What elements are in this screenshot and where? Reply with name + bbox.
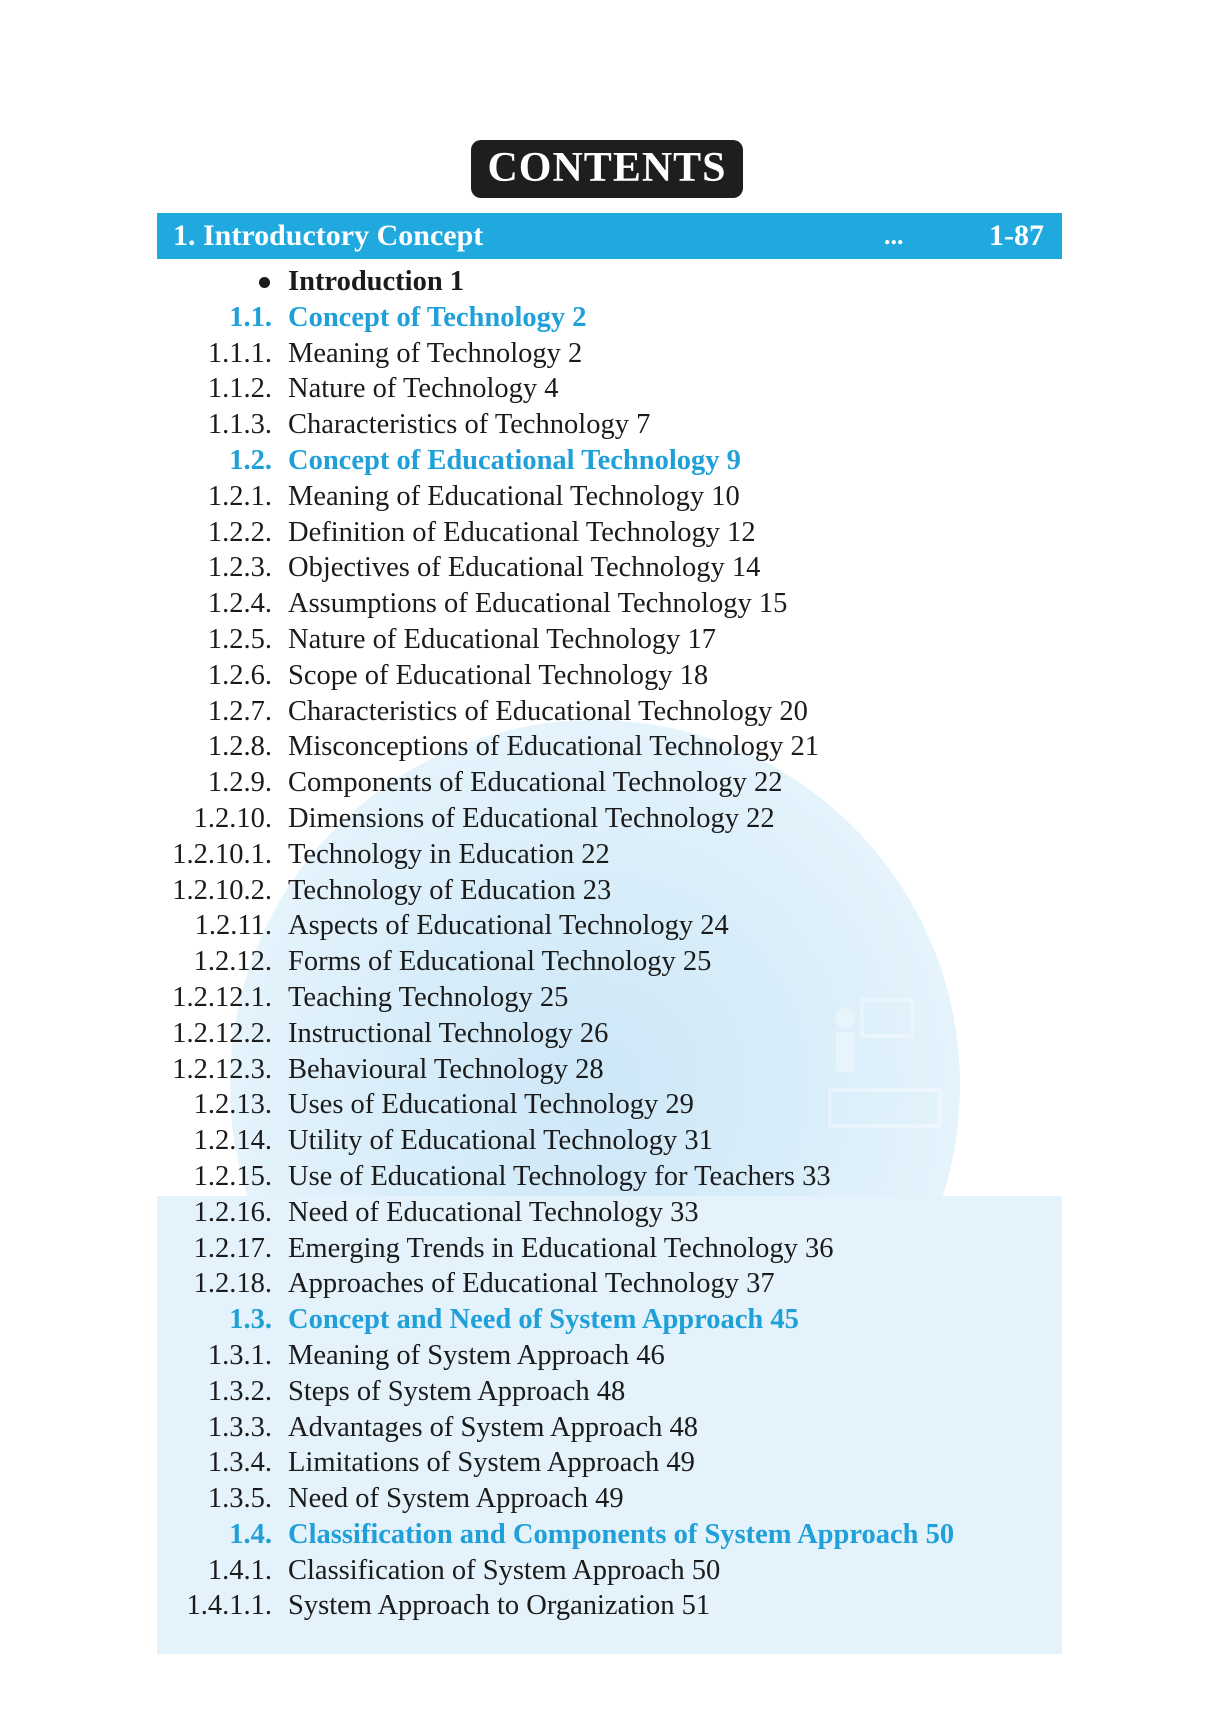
toc-item-row[interactable] — [0, 1410, 1214, 1446]
toc-entry-text: Technology of Education 23 — [288, 874, 612, 906]
toc-entry-text: Forms of Educational Technology 25 — [288, 946, 712, 978]
toc-item-row[interactable] — [0, 515, 1214, 551]
toc-entry-text: Advantages of System Approach 48 — [288, 1411, 699, 1443]
toc-entry-text: Scope of Educational Technology 18 — [288, 659, 709, 691]
toc-entry-number: 1.3.5. — [207, 1483, 272, 1515]
toc-entry-number: 1.2.4. — [207, 588, 272, 620]
toc-item-row[interactable] — [0, 1052, 1214, 1088]
toc-item-row[interactable] — [0, 1087, 1214, 1123]
toc-section-row[interactable] — [0, 443, 1214, 479]
toc-entry-text: Objectives of Educational Technology 14 — [288, 552, 761, 584]
toc-entry-number: 1.3.1. — [207, 1339, 272, 1371]
toc-entry-number: 1.3. — [229, 1304, 272, 1336]
toc-entry-number: 1.2.8. — [207, 731, 272, 763]
toc-entry-text: Instructional Technology 26 — [288, 1017, 609, 1049]
toc-entry-text: Concept of Technology 2 — [288, 301, 587, 333]
toc-entry-text: Classification and Components of System Approach 50 — [288, 1518, 955, 1550]
toc-entry-text: Technology in Education 22 — [288, 838, 610, 870]
toc-entry-number: 1.2.10.2. — [172, 874, 272, 906]
toc-entry-number: 1.2.6. — [207, 659, 272, 691]
toc-item-row[interactable] — [0, 873, 1214, 909]
toc-item-row[interactable] — [0, 622, 1214, 658]
toc-intro-row[interactable] — [0, 264, 1214, 300]
toc-entry-text: Limitations of System Approach 49 — [288, 1447, 695, 1479]
toc-entry-number: 1.2. — [229, 444, 272, 476]
toc-item-row[interactable] — [0, 479, 1214, 515]
toc-entry-number: 1.1.2. — [207, 373, 272, 405]
chapter-leader-dots: ... — [884, 221, 904, 250]
table-of-contents — [0, 264, 1214, 1624]
toc-entry-number: 1.2.15. — [193, 1160, 272, 1192]
toc-entry-number: 1.4. — [229, 1518, 272, 1550]
toc-entry-number: 1.2.10. — [193, 802, 272, 834]
page-title: CONTENTS — [471, 140, 742, 198]
toc-entry-number: 1.2.12.2. — [172, 1017, 272, 1049]
toc-item-row[interactable] — [0, 658, 1214, 694]
toc-entry-number: 1.2.2. — [207, 516, 272, 548]
toc-entry-number: 1.2.11. — [194, 910, 272, 942]
toc-entry-text: Misconceptions of Educational Technology 21 — [288, 731, 819, 763]
toc-entry-text: Aspects of Educational Technology 24 — [288, 910, 729, 942]
toc-item-row[interactable] — [0, 371, 1214, 407]
toc-item-row[interactable] — [0, 1553, 1214, 1589]
toc-entry-text: Components of Educational Technology 22 — [288, 767, 783, 799]
toc-entry-number: 1.3.4. — [207, 1447, 272, 1479]
toc-entry-number: 1.2.12.1. — [172, 981, 272, 1013]
toc-item-row[interactable] — [0, 1123, 1214, 1159]
toc-entry-number: 1.2.9. — [207, 767, 272, 799]
toc-item-row[interactable] — [0, 1374, 1214, 1410]
toc-entry-text: Uses of Educational Technology 29 — [288, 1089, 694, 1121]
toc-entry-text: Meaning of Educational Technology 10 — [288, 480, 740, 512]
toc-entry-number: 1.1. — [229, 301, 272, 333]
toc-entry-number: 1.2.12. — [193, 946, 272, 978]
toc-entry-text: Concept of Educational Technology 9 — [288, 444, 741, 476]
toc-item-row[interactable] — [0, 1588, 1214, 1624]
toc-entry-text: Approaches of Educational Technology 37 — [288, 1268, 775, 1300]
toc-entry-number: 1.2.5. — [207, 623, 272, 655]
toc-item-row[interactable] — [0, 407, 1214, 443]
toc-entry-text: Use of Educational Technology for Teachers 33 — [288, 1160, 831, 1192]
toc-entry-text: Nature of Educational Technology 17 — [288, 623, 717, 655]
toc-item-row[interactable] — [0, 1338, 1214, 1374]
toc-item-row[interactable] — [0, 550, 1214, 586]
toc-entry-number: 1.2.7. — [207, 695, 272, 727]
toc-entry-number: 1.3.3. — [207, 1411, 272, 1443]
toc-entry-text: Emerging Trends in Educational Technology 36 — [288, 1232, 834, 1264]
toc-entry-text: Introduction 1 — [288, 266, 465, 297]
toc-entry-text: Classification of System Approach 50 — [288, 1554, 721, 1586]
toc-item-row[interactable] — [0, 1445, 1214, 1481]
toc-entry-number: 1.2.10.1. — [172, 838, 272, 870]
toc-entry-number: 1.2.18. — [193, 1268, 272, 1300]
toc-entry-number: 1.2.14. — [193, 1125, 272, 1157]
toc-entry-text: Characteristics of Educational Technology 20 — [288, 695, 808, 727]
toc-item-row[interactable] — [0, 1159, 1214, 1195]
toc-item-row[interactable] — [0, 1231, 1214, 1267]
chapter-title: 1. Introductory Concept — [173, 219, 484, 252]
toc-item-row[interactable] — [0, 1195, 1214, 1231]
toc-item-row[interactable] — [0, 801, 1214, 837]
toc-entry-number: 1.1.3. — [207, 409, 272, 441]
toc-entry-number: 1.2.17. — [193, 1232, 272, 1264]
toc-entry-number: 1.4.1. — [207, 1554, 272, 1586]
toc-entry-number: 1.2.13. — [193, 1089, 272, 1121]
toc-item-row[interactable] — [0, 1266, 1214, 1302]
toc-entry-number: 1.4.1.1. — [186, 1590, 272, 1622]
toc-entry-text: Steps of System Approach 48 — [288, 1375, 626, 1407]
toc-item-row[interactable] — [0, 765, 1214, 801]
bullet-icon — [259, 277, 270, 288]
toc-entry-number: 1.2.12.3. — [172, 1053, 272, 1085]
toc-entry-text: Need of Educational Technology 33 — [288, 1196, 699, 1228]
toc-item-row[interactable] — [0, 980, 1214, 1016]
toc-item-row[interactable] — [0, 944, 1214, 980]
toc-item-row[interactable] — [0, 586, 1214, 622]
toc-entry-text: Characteristics of Technology 7 — [288, 409, 651, 441]
toc-entry-text: Concept and Need of System Approach 45 — [288, 1304, 799, 1336]
toc-item-row[interactable] — [0, 837, 1214, 873]
toc-entry-text: Need of System Approach 49 — [288, 1483, 624, 1515]
toc-entry-text: Behavioural Technology 28 — [288, 1053, 604, 1085]
toc-entry-text: Assumptions of Educational Technology 15 — [288, 588, 788, 620]
toc-entry-number: 1.2.1. — [207, 480, 272, 512]
toc-section-row[interactable] — [0, 1517, 1214, 1553]
toc-entry-number: 1.3.2. — [207, 1375, 272, 1407]
chapter-page-range: 1-87 — [989, 219, 1044, 252]
toc-item-row[interactable] — [0, 908, 1214, 944]
toc-item-row[interactable] — [0, 694, 1214, 730]
toc-entry-text: Definition of Educational Technology 12 — [288, 516, 756, 548]
chapter-heading-bar[interactable] — [157, 213, 1062, 259]
toc-entry-text: Dimensions of Educational Technology 22 — [288, 802, 775, 834]
toc-item-row[interactable] — [0, 336, 1214, 372]
toc-entry-text: System Approach to Organization 51 — [288, 1590, 711, 1622]
toc-entry-number: 1.1.1. — [207, 337, 272, 369]
toc-section-row[interactable] — [0, 300, 1214, 336]
toc-item-row[interactable] — [0, 1481, 1214, 1517]
toc-section-row[interactable] — [0, 1302, 1214, 1338]
toc-entry-number: 1.2.16. — [193, 1196, 272, 1228]
toc-entry-text: Teaching Technology 25 — [288, 981, 569, 1013]
toc-entry-text: Meaning of System Approach 46 — [288, 1339, 665, 1371]
toc-item-row[interactable] — [0, 1016, 1214, 1052]
toc-entry-text: Meaning of Technology 2 — [288, 337, 583, 369]
toc-entry-text: Nature of Technology 4 — [288, 373, 559, 405]
toc-item-row[interactable] — [0, 729, 1214, 765]
toc-entry-number: 1.2.3. — [207, 552, 272, 584]
toc-entry-text: Utility of Educational Technology 31 — [288, 1125, 713, 1157]
